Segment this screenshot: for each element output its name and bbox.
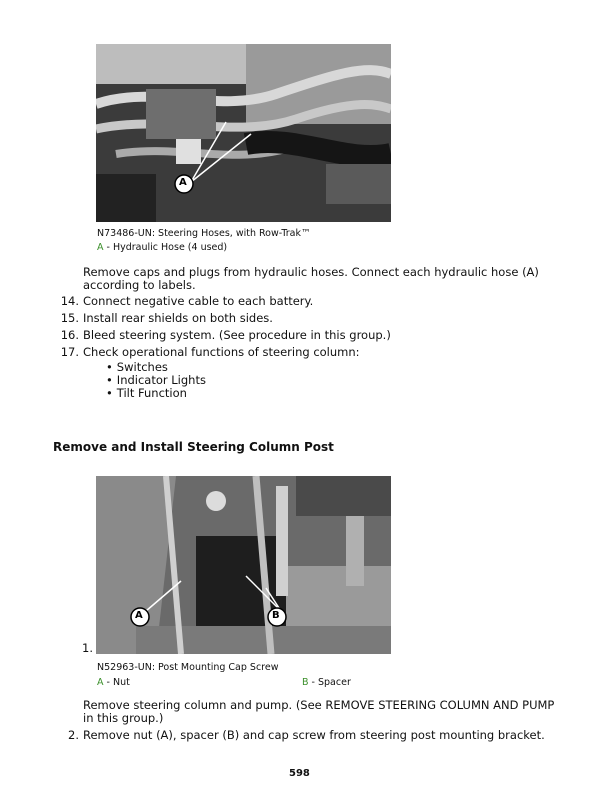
figure-1-caption: N73486-UN: Steering Hoses, with Row-Trak™	[97, 228, 311, 239]
callout-a-label: A	[135, 610, 143, 621]
figure-1-photo	[96, 44, 391, 222]
legend-text: Hydraulic Hose (4 used)	[112, 242, 228, 253]
step-item	[60, 311, 563, 325]
bullet-item: • Indicator Lights	[106, 374, 206, 387]
step-text: Check operational functions of steering column:	[83, 345, 360, 359]
step-text: Remove nut (A), spacer (B) and cap screw from steering post mounting bracket.	[83, 728, 545, 742]
step-number: 15.	[60, 311, 79, 325]
bullet-item: • Switches	[106, 361, 206, 374]
callout-b-label: B	[272, 610, 280, 621]
legend-text: Spacer	[318, 677, 351, 688]
step-text: Install rear shields on both sides.	[83, 311, 273, 325]
step-item	[60, 345, 563, 359]
legend-sep: -	[103, 677, 113, 688]
figure-2-legend-a	[97, 677, 130, 688]
figure-2-list-number: 1.	[82, 641, 93, 655]
step-number: 16.	[60, 328, 79, 342]
step-1-paragraph: Remove steering column and pump. (See REMOVE STEERING COLUMN AND PUMP in this group.)	[83, 698, 555, 725]
legend-sep: -	[103, 242, 113, 253]
step-number: 2.	[68, 728, 79, 742]
section-heading: Remove and Install Steering Column Post	[53, 440, 334, 454]
step-item	[60, 328, 563, 342]
page-number: 598	[289, 768, 310, 779]
figure-2-caption: N52963-UN: Post Mounting Cap Screw	[97, 662, 279, 673]
legend-text: Nut	[112, 677, 130, 688]
legend-sep: -	[308, 677, 318, 688]
figure-1-legend	[97, 242, 227, 253]
figure-2-photo	[96, 476, 391, 654]
step-text: Bleed steering system. (See procedure in this group.)	[83, 328, 391, 342]
bullet-list	[106, 361, 206, 400]
steps-list	[60, 294, 563, 359]
callout-a-label: A	[179, 177, 187, 188]
step-number: 14.	[60, 294, 79, 308]
step-item	[60, 294, 563, 308]
step-text: Connect negative cable to each battery.	[83, 294, 314, 308]
legend-key: A	[97, 677, 104, 688]
intro-paragraph: Remove caps and plugs from hydraulic hoses. Connect each hydraulic hose (A) according to labels.	[83, 265, 539, 292]
bullet-item: • Tilt Function	[106, 387, 206, 400]
legend-key: A	[97, 242, 104, 253]
figure-2-legend-b	[302, 677, 351, 688]
legend-key: B	[302, 677, 309, 688]
step-item	[68, 728, 563, 742]
step-number: 17.	[60, 345, 79, 359]
step-2-list	[68, 728, 563, 746]
